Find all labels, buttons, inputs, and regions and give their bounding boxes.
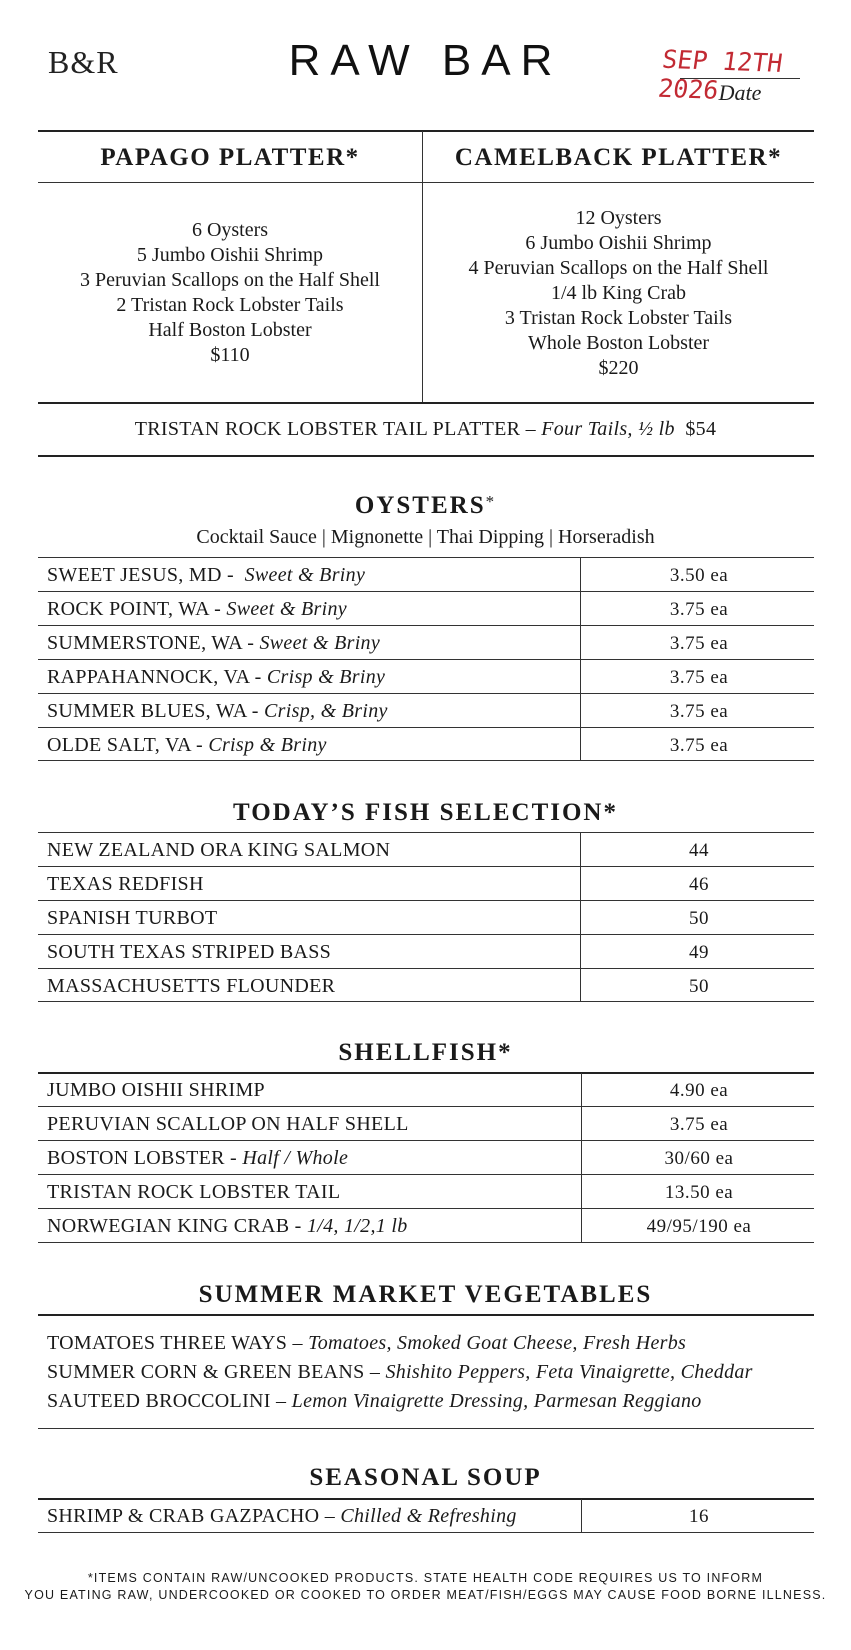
shellfish-price: 13.50 ea <box>664 1182 734 1203</box>
fish-column-divider <box>580 832 581 1001</box>
fish-price: 44 <box>689 840 709 861</box>
soup-bottom-rule <box>38 1532 814 1533</box>
vegetable-item: SUMMER CORN & GREEN BEANS – Shishito Peppers, Feta Vinaigrette, Cheddar <box>47 1361 753 1383</box>
platter-price: $110 <box>210 344 250 366</box>
fish-row: SOUTH TEXAS STRIPED BASS <box>47 941 332 963</box>
lobster-platter-bottom-rule <box>38 455 814 457</box>
fish-row: SPANISH TURBOT <box>47 907 218 929</box>
platter-item: Half Boston Lobster <box>148 319 312 341</box>
disclaimer-line: *ITEMS CONTAIN RAW/UNCOOKED PRODUCTS. STATE HEALTH CODE REQUIRES US TO INFORM <box>87 1571 764 1585</box>
health-disclaimer <box>0 1570 851 1604</box>
shellfish-price: 49/95/190 ea <box>646 1216 752 1237</box>
shellfish-rule <box>38 1106 814 1107</box>
shellfish-rule <box>38 1174 814 1175</box>
camelback-platter-title: CAMELBACK PLATTER* <box>454 144 783 171</box>
shellfish-rule <box>38 1072 814 1074</box>
soup-price: 16 <box>689 1506 709 1527</box>
fish-rule <box>38 832 814 833</box>
lobster-tail-platter <box>0 418 851 441</box>
handwritten-date: SEP 12TH 2026 <box>656 44 785 105</box>
papago-platter-title: PAPAGO PLATTER* <box>100 144 360 171</box>
platter-price: $220 <box>598 357 639 379</box>
oyster-price: 3.50 ea <box>669 565 729 586</box>
oyster-column-divider <box>580 557 581 760</box>
lobster-platter-price: $54 <box>685 418 717 440</box>
platter-item: 3 Peruvian Scallops on the Half Shell <box>80 269 380 291</box>
shellfish-row: TRISTAN ROCK LOBSTER TAIL <box>47 1181 341 1203</box>
platter-item: 6 Oysters <box>191 219 269 241</box>
platter-item: 5 Jumbo Oishii Shrimp <box>136 244 324 266</box>
lobster-platter-name: TRISTAN ROCK LOBSTER TAIL PLATTER – <box>134 418 536 440</box>
papago-platter-items <box>38 218 422 368</box>
platter-item: 4 Peruvian Scallops on the Half Shell <box>468 257 769 279</box>
shellfish-row: PERUVIAN SCALLOP ON HALF SHELL <box>47 1113 409 1135</box>
oyster-row: SWEET JESUS, MD - Sweet & Briny <box>47 564 366 586</box>
shellfish-rule <box>38 1140 814 1141</box>
shellfish-row: JUMBO OISHII SHRIMP <box>47 1079 265 1101</box>
oyster-row: SUMMERSTONE, WA - Sweet & Briny <box>47 632 381 654</box>
vegetable-item: TOMATOES THREE WAYS – Tomatoes, Smoked Goat Cheese, Fresh Herbs <box>47 1332 687 1354</box>
soup-row: SHRIMP & CRAB GAZPACHO – Chilled & Refreshing <box>47 1505 517 1527</box>
oyster-price: 3.75 ea <box>669 633 729 654</box>
fish-selection-title: TODAY’S FISH SELECTION* <box>232 799 618 826</box>
platter-top-rule <box>38 130 814 132</box>
vegetables-title: SUMMER MARKET VEGETABLES <box>198 1281 653 1308</box>
oyster-rule <box>38 693 814 694</box>
platter-item: 3 Tristan Rock Lobster Tails <box>504 307 733 329</box>
shellfish-price: 4.90 ea <box>669 1080 729 1101</box>
platter-item: Whole Boston Lobster <box>527 332 710 354</box>
oyster-rule <box>38 557 814 558</box>
disclaimer-line: YOU EATING RAW, UNDERCOOKED OR COOKED TO ORDER MEAT/FISH/EGGS MAY CAUSE FOOD BORNE ILLNESS. <box>24 1588 827 1602</box>
shellfish-row: BOSTON LOBSTER - Half / Whole <box>47 1147 349 1169</box>
oyster-row: OLDE SALT, VA - Crisp & Briny <box>47 734 327 756</box>
oyster-row: RAPPAHANNOCK, VA - Crisp & Briny <box>47 666 386 688</box>
oysters-title: OYSTERS* <box>354 492 497 519</box>
oyster-rule <box>38 591 814 592</box>
fish-price: 50 <box>689 908 709 929</box>
shellfish-title: SHELLFISH* <box>338 1039 513 1066</box>
logo: B&R <box>48 44 119 80</box>
fish-rule <box>38 968 814 969</box>
oyster-price: 3.75 ea <box>669 667 729 688</box>
platter-header-rule <box>38 182 814 183</box>
lobster-platter-top-rule <box>38 402 814 404</box>
oyster-price: 3.75 ea <box>669 599 729 620</box>
oyster-rule <box>38 760 814 761</box>
lobster-platter-desc: Four Tails, ½ lb <box>541 418 675 440</box>
oyster-rule <box>38 659 814 660</box>
soup-title: SEASONAL SOUP <box>309 1464 542 1491</box>
platter-item: 12 Oysters <box>575 207 662 229</box>
platter-item: 1/4 lb King Crab <box>551 282 686 304</box>
page-title: RAW BAR <box>288 36 563 85</box>
fish-row: NEW ZEALAND ORA KING SALMON <box>47 839 391 861</box>
shellfish-price: 30/60 ea <box>664 1148 734 1169</box>
oyster-sauces: Cocktail Sauce | Mignonette | Thai Dipping | Horseradish <box>196 526 655 548</box>
oyster-rule <box>38 625 814 626</box>
fish-row: MASSACHUSETTS FLOUNDER <box>47 975 336 997</box>
soup-top-rule <box>38 1498 814 1500</box>
shellfish-rule <box>38 1242 814 1243</box>
fish-rule <box>38 934 814 935</box>
fish-price: 50 <box>689 976 709 997</box>
platter-item: 2 Tristan Rock Lobster Tails <box>116 294 344 316</box>
vegetables-bottom-rule <box>38 1428 814 1429</box>
fish-row: TEXAS REDFISH <box>47 873 204 895</box>
shellfish-price: 3.75 ea <box>669 1114 729 1135</box>
fish-rule <box>38 900 814 901</box>
fish-price: 46 <box>689 874 709 895</box>
oyster-row: ROCK POINT, WA - Sweet & Briny <box>47 598 347 620</box>
platter-item: 6 Jumbo Oishii Shrimp <box>525 232 712 254</box>
shellfish-rule <box>38 1208 814 1209</box>
fish-rule <box>38 866 814 867</box>
camelback-platter-items <box>423 206 814 381</box>
oyster-price: 3.75 ea <box>669 735 729 756</box>
oyster-rule <box>38 727 814 728</box>
shellfish-row: NORWEGIAN KING CRAB - 1/4, 1/2,1 lb <box>47 1215 408 1237</box>
date-underline <box>680 78 800 79</box>
date-label: Date <box>718 80 762 105</box>
vegetables-top-rule <box>38 1314 814 1316</box>
oyster-price: 3.75 ea <box>669 701 729 722</box>
vegetable-item: SAUTEED BROCCOLINI – Lemon Vinaigrette Dressing, Parmesan Reggiano <box>47 1390 702 1412</box>
oyster-row: SUMMER BLUES, WA - Crisp, & Briny <box>47 700 388 722</box>
fish-price: 49 <box>689 942 709 963</box>
fish-rule <box>38 1001 814 1002</box>
